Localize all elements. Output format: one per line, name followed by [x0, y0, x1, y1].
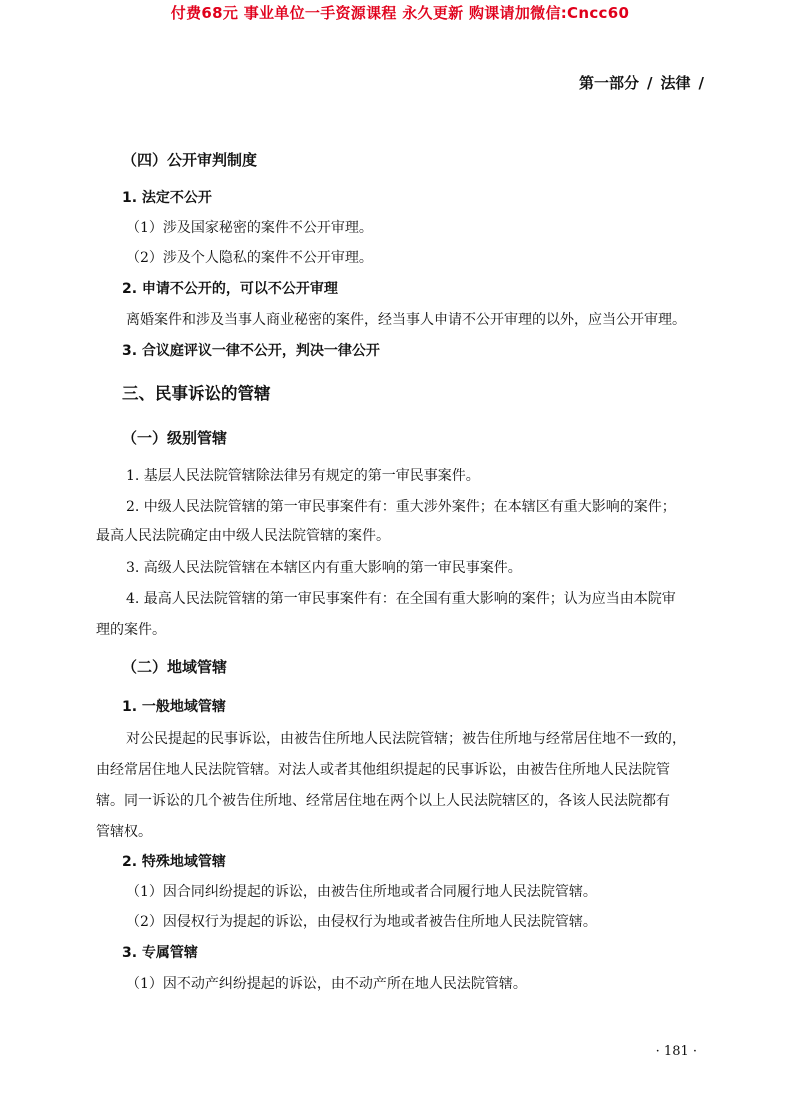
paragraph: （1）因合同纠纷提起的诉讼，由被告住所地或者合同履行地人民法院管辖。: [126, 884, 597, 900]
paragraph: 2. 中级人民法院管辖的第一审民事案件有：重大涉外案件；在本辖区有重大影响的案件；: [126, 499, 676, 515]
paragraph: 4. 最高人民法院管辖的第一审民事案件有：在全国有重大影响的案件；认为应当由本院审: [126, 591, 676, 607]
paragraph: 离婚案件和涉及当事人商业秘密的案件，经当事人申请不公开审理的以外，应当公开审理。: [126, 312, 686, 328]
section-label: 法律: [660, 74, 691, 92]
section-heading: 三、民事诉讼的管辖: [122, 384, 271, 403]
item-heading: 2. 申请不公开的，可以不公开审理: [122, 281, 338, 297]
paragraph-continuation: 最高人民法院确定由中级人民法院管辖的案件。: [96, 528, 390, 544]
paragraph-continuation: 辖。同一诉讼的几个被告住所地、经常居住地在两个以上人民法院辖区的，各该人民法院都有: [96, 793, 670, 809]
paragraph: 3. 高级人民法院管辖在本辖区内有重大影响的第一审民事案件。: [126, 560, 522, 576]
paragraph: （2）涉及个人隐私的案件不公开审理。: [126, 250, 373, 266]
item-heading: 1. 法定不公开: [122, 190, 212, 206]
paragraph-continuation: 由经常居住地人民法院管辖。对法人或者其他组织提起的民事诉讼，由被告住所地人民法院管: [96, 762, 670, 778]
item-heading: 1. 一般地域管辖: [122, 699, 226, 715]
paragraph: （1）因不动产纠纷提起的诉讼，由不动产所在地人民法院管辖。: [126, 976, 527, 992]
ad-banner: 付费68元 事业单位一手资源课程 永久更新 购课请加微信:Cncc60: [170, 4, 630, 22]
paragraph-continuation: 理的案件。: [96, 622, 166, 638]
item-heading: 2. 特殊地域管辖: [122, 854, 226, 870]
paragraph: 对公民提起的民事诉讼，由被告住所地人民法院管辖；被告住所地与经常居住地不一致的，: [126, 731, 686, 747]
paragraph-continuation: 管辖权。: [96, 824, 152, 840]
paragraph: （1）涉及国家秘密的案件不公开审理。: [126, 220, 373, 236]
page-number: · 181 ·: [655, 1044, 697, 1059]
paragraph: 1. 基层人民法院管辖除法律另有规定的第一审民事案件。: [126, 468, 480, 484]
item-heading: 3. 专属管辖: [122, 945, 198, 961]
subsection-heading: （二）地域管辖: [122, 658, 228, 676]
subsection-heading: （一）级别管辖: [122, 429, 228, 447]
item-heading: 3. 合议庭评议一律不公开，判决一律公开: [122, 343, 380, 359]
running-head: 第一部分 / 法律 /: [579, 74, 704, 92]
part-label: 第一部分: [579, 74, 640, 92]
paragraph: （2）因侵权行为提起的诉讼，由侵权行为地或者被告住所地人民法院管辖。: [126, 914, 597, 930]
subsection-heading: （四）公开审判制度: [122, 151, 258, 169]
